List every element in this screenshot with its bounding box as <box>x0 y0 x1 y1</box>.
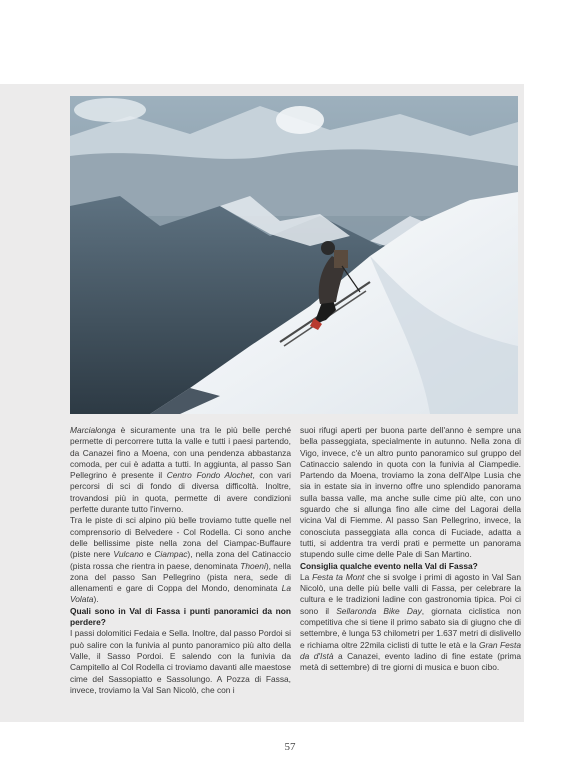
text-column-left <box>70 425 291 696</box>
question-panoramic-points: Quali sono in Val di Fassa i punti panoramici da non perdere? <box>70 605 291 628</box>
paragraph-alpine-slopes: Tra le piste di sci alpino più belle troviamo tutte quelle nel comprensorio di Belvedere - Col Rodella. Ci sono anche delle bellissime piste nella zona del Ciampac-Buffaure (piste nere Vulcano e Ciampac), nella zona del Catinaccio (pista rossa che rientra in paese, denominata Thoeni), nella zona del passo San Pellegrino (pista nera, sede di allenamenti e gare di Coppa del Mondo, denominata La Volata). <box>70 515 292 605</box>
paragraph-panoramic-continued: suoi rifugi aperti per buona parte dell'anno è sempre una bella passeggiata, specialmente in autunno. Nella zona di Vigo, invece, c'è un altro punto panoramico sul gruppo del Catinaccio salendo in quota con la funivia al Ciampedie. Partendo da Moena, troviamo la zona dell'Alpe Lusia che sia in estate sia in inverno offre uno splendido panorama sulla bassa valle, ma anche sulle cime più alte, con uno sguardo che si allunga fino alle cime del Lagorai della vicina Val di Fiemme. Al passo San Pellegrino, invece, la conosciuta passeggiata alla conca di Fuciade, adatta a tutti, si addentra tra verdi prati e permette un panorama stupendo sulle cime delle Pale di San Martino. <box>300 425 521 560</box>
paragraph-events: La Festa ta Mont che si svolge i primi di agosto in Val San Nicolò, una delle più belle valli di Fassa, per celebrare la cultura e le tradizioni ladine con gastronomia tipica. Poi ci sono il Sellaronda Bike Day, giornata ciclistica non competitiva che si tiene il primo sabato sia di giugno che di settembre, è lunga 53 chilometri per 1.637 metri di dislivello e richiama oltre 22mila ciclisti di tutte le età e la Gran Festa da d'Istà a Canazei, evento ladino di fine estate (prima metà di settembre) di tre giorni di musica e buon cibo. <box>300 571 521 673</box>
skier-photo-illustration <box>70 96 518 414</box>
skier-photo <box>70 96 518 414</box>
question-events: Consiglia qualche evento nella Val di Fassa? <box>300 560 478 571</box>
paragraph-marcialonga: Marcialonga è sicuramente una tra le più belle perché permette di percorrere tutta la valle e tutti i paesi partendo, da Canazei fino a Moena, con una pendenza abbastanza comoda, per cui è adatta a tutti. In aggiunta, al passo San Pellegrino è presente il Centro Fondo Alochet, con vari percorsi di sci di fondo di diversa difficoltà. Inoltre, trovandosi più in quota, permette di avere condizioni perfette durante tutto l'inverno. <box>70 425 291 515</box>
paragraph-panoramic-points: I passi dolomitici Fedaia e Sella. Inoltre, dal passo Pordoi si può salire con la funivia al punto panoramico più alto della Valle, il Sasso Pordoi. E salendo con la funivia da Campitello al Col Rodella ci troviamo davanti alle maestose cime del Sassopiatto e Sassolungo. A Pozza di Fassa, invece, troviamo la Val San Nicolò, che con i <box>70 628 291 695</box>
page-number: 57 <box>284 741 296 753</box>
text-column-right <box>300 425 521 674</box>
